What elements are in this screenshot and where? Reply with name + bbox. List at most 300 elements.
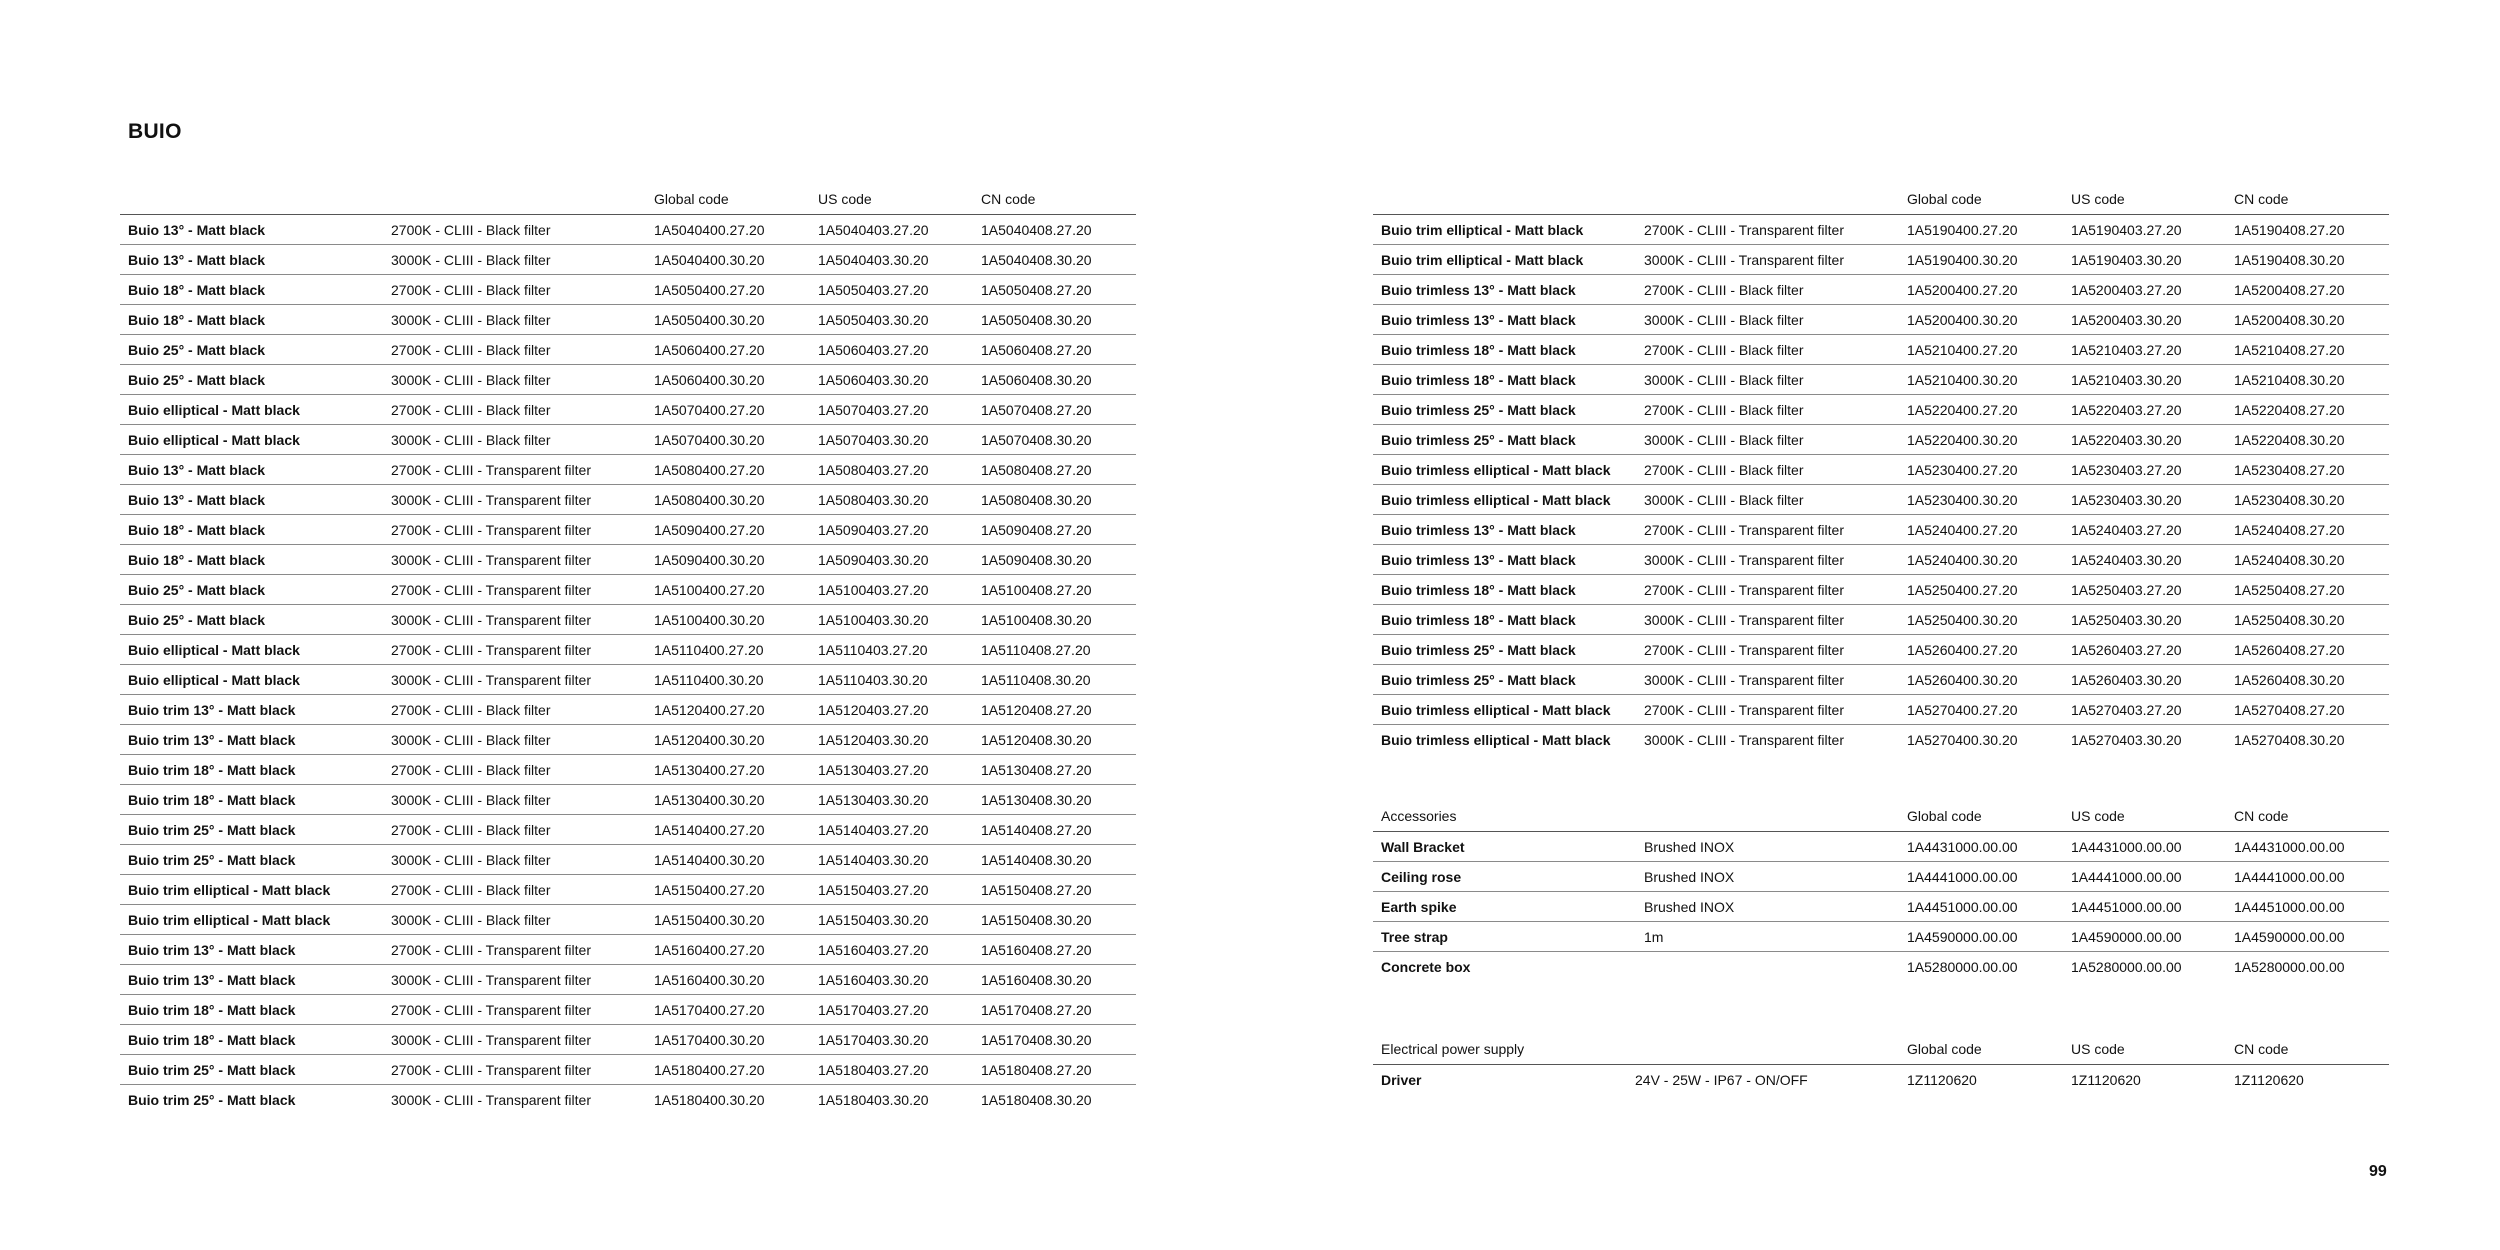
cell-variant: 3000K - CLIII - Black filter [1644, 372, 1804, 388]
header-us-code: US code [818, 191, 872, 207]
cell-global-code: 1A5140400.27.20 [654, 822, 765, 838]
cell-cn-code: 1A5040408.30.20 [981, 252, 1092, 268]
cell-cn-code: 1A5070408.30.20 [981, 432, 1092, 448]
cell-cn-code: 1A5230408.27.20 [2234, 462, 2345, 478]
cell-name: Buio 13° - Matt black [128, 252, 266, 268]
cell-us-code: 1A5220403.30.20 [2071, 432, 2182, 448]
table-row [120, 935, 1136, 965]
cell-name: Buio trim 13° - Matt black [128, 732, 296, 748]
cell-us-code: 1A5200403.30.20 [2071, 312, 2182, 328]
cell-cn-code: 1A5050408.27.20 [981, 282, 1092, 298]
cell-variant: Brushed INOX [1644, 899, 1735, 915]
cell-name: Buio trim elliptical - Matt black [128, 882, 331, 898]
page-number: 99 [2369, 1163, 2387, 1180]
cell-variant: 3000K - CLIII - Transparent filter [1644, 732, 1844, 748]
cell-us-code: 1A5060403.27.20 [818, 342, 929, 358]
cell-global-code: 1A5270400.30.20 [1907, 732, 2018, 748]
table-row [120, 455, 1136, 485]
cell-variant: 3000K - CLIII - Transparent filter [391, 612, 591, 628]
cell-us-code: 1A5230403.27.20 [2071, 462, 2182, 478]
cell-global-code: 1A5240400.27.20 [1907, 522, 2018, 538]
cell-variant: 3000K - CLIII - Black filter [391, 732, 551, 748]
cell-us-code: 1A5150403.27.20 [818, 882, 929, 898]
table-row [120, 1025, 1136, 1055]
table-row [1373, 275, 2389, 305]
header-cn-code: CN code [2234, 1041, 2289, 1057]
table-row [120, 335, 1136, 365]
cell-us-code: 1A5250403.30.20 [2071, 612, 2182, 628]
cell-name: Buio trim 13° - Matt black [128, 702, 296, 718]
cell-global-code: 1A5180400.30.20 [654, 1092, 765, 1108]
cell-us-code: 1A5190403.27.20 [2071, 222, 2182, 238]
cell-name: Buio 13° - Matt black [128, 492, 266, 508]
cell-cn-code: 1A5070408.27.20 [981, 402, 1092, 418]
table-row [120, 905, 1136, 935]
cell-cn-code: 1A5130408.27.20 [981, 762, 1092, 778]
cell-name: Tree strap [1381, 929, 1448, 945]
cell-us-code: 1A5040403.27.20 [818, 222, 929, 238]
cell-name: Buio trim 25° - Matt black [128, 822, 296, 838]
cell-global-code: 1A4590000.00.00 [1907, 929, 2018, 945]
cell-cn-code: 1A5180408.30.20 [981, 1092, 1092, 1108]
cell-name: Buio 18° - Matt black [128, 522, 266, 538]
cell-cn-code: 1A5240408.27.20 [2234, 522, 2345, 538]
header-global-code: Global code [1907, 191, 1982, 207]
table-row [1373, 425, 2389, 455]
cell-global-code: 1A5280000.00.00 [1907, 959, 2018, 975]
cell-cn-code: 1A5160408.27.20 [981, 942, 1092, 958]
cell-variant: 2700K - CLIII - Transparent filter [1644, 222, 1844, 238]
cell-name: Buio trimless elliptical - Matt black [1381, 492, 1611, 508]
header-cn-code: CN code [2234, 191, 2289, 207]
power-supply-table [1373, 1033, 2389, 1094]
table-row [120, 605, 1136, 635]
cell-name: Buio trim 13° - Matt black [128, 942, 296, 958]
cell-name: Buio trim 25° - Matt black [128, 1062, 296, 1078]
cell-name: Buio trim 25° - Matt black [128, 852, 296, 868]
table-row [120, 635, 1136, 665]
cell-global-code: 1A4451000.00.00 [1907, 899, 2018, 915]
cell-global-code: 1A5070400.27.20 [654, 402, 765, 418]
cell-cn-code: 1A5180408.27.20 [981, 1062, 1092, 1078]
table-header [1373, 183, 2389, 215]
cell-cn-code: 1Z1120620 [2234, 1072, 2304, 1088]
cell-name: Buio elliptical - Matt black [128, 672, 300, 688]
cell-variant: Brushed INOX [1644, 839, 1735, 855]
table-row [1373, 725, 2389, 754]
cell-global-code: 1A5080400.27.20 [654, 462, 765, 478]
cell-variant: 24V - 25W - IP67 - ON/OFF [1635, 1072, 1808, 1088]
cell-name: Driver [1381, 1072, 1422, 1088]
cell-global-code: 1A5240400.30.20 [1907, 552, 2018, 568]
cell-variant: Brushed INOX [1644, 869, 1735, 885]
cell-variant: 2700K - CLIII - Transparent filter [391, 642, 591, 658]
cell-cn-code: 1A5120408.27.20 [981, 702, 1092, 718]
table-row [1373, 952, 2389, 981]
cell-cn-code: 1A5120408.30.20 [981, 732, 1092, 748]
table-row [1373, 365, 2389, 395]
table-row [120, 755, 1136, 785]
cell-variant: 3000K - CLIII - Black filter [391, 372, 551, 388]
cell-global-code: 1A5250400.27.20 [1907, 582, 2018, 598]
cell-global-code: 1A5060400.27.20 [654, 342, 765, 358]
table-row [120, 815, 1136, 845]
cell-global-code: 1A5040400.27.20 [654, 222, 765, 238]
cell-variant: 3000K - CLIII - Transparent filter [391, 672, 591, 688]
cell-us-code: 1A5170403.30.20 [818, 1032, 929, 1048]
cell-global-code: 1A5270400.27.20 [1907, 702, 2018, 718]
table-row [1373, 695, 2389, 725]
cell-us-code: 1A5180403.30.20 [818, 1092, 929, 1108]
cell-global-code: 1A5200400.27.20 [1907, 282, 2018, 298]
cell-global-code: 1A5050400.27.20 [654, 282, 765, 298]
cell-global-code: 1A5230400.30.20 [1907, 492, 2018, 508]
cell-us-code: 1A5240403.27.20 [2071, 522, 2182, 538]
cell-us-code: 1A5230403.30.20 [2071, 492, 2182, 508]
cell-global-code: 1A5220400.27.20 [1907, 402, 2018, 418]
cell-name: Buio 13° - Matt black [128, 462, 266, 478]
cell-cn-code: 1A5190408.27.20 [2234, 222, 2345, 238]
cell-name: Buio trim 25° - Matt black [128, 1092, 296, 1108]
table-row [120, 485, 1136, 515]
cell-us-code: 1A5120403.27.20 [818, 702, 929, 718]
table-row [1373, 485, 2389, 515]
cell-name: Buio trim 18° - Matt black [128, 792, 296, 808]
header-us-code: US code [2071, 808, 2125, 824]
table-header [120, 183, 1136, 215]
cell-name: Buio trimless 13° - Matt black [1381, 522, 1576, 538]
cell-variant: 3000K - CLIII - Transparent filter [1644, 252, 1844, 268]
cell-us-code: 1A5140403.30.20 [818, 852, 929, 868]
table-row [120, 995, 1136, 1025]
cell-name: Concrete box [1381, 959, 1471, 975]
cell-name: Buio 25° - Matt black [128, 612, 266, 628]
cell-cn-code: 1A5100408.30.20 [981, 612, 1092, 628]
cell-us-code: 1A5130403.27.20 [818, 762, 929, 778]
cell-variant: 2700K - CLIII - Black filter [1644, 282, 1804, 298]
table-row [1373, 305, 2389, 335]
cell-cn-code: 1A4451000.00.00 [2234, 899, 2345, 915]
cell-name: Wall Bracket [1381, 839, 1465, 855]
cell-name: Buio trim 18° - Matt black [128, 1032, 296, 1048]
cell-us-code: 1A5110403.30.20 [818, 672, 928, 688]
cell-cn-code: 1A5260408.30.20 [2234, 672, 2345, 688]
cell-variant: 3000K - CLIII - Transparent filter [1644, 552, 1844, 568]
table-row [120, 875, 1136, 905]
cell-name: Buio trimless 18° - Matt black [1381, 582, 1576, 598]
table-row [120, 395, 1136, 425]
cell-variant: 2700K - CLIII - Transparent filter [391, 1002, 591, 1018]
cell-name: Buio trim 18° - Matt black [128, 762, 296, 778]
cell-name: Buio trimless elliptical - Matt black [1381, 702, 1611, 718]
cell-us-code: 1A5270403.30.20 [2071, 732, 2182, 748]
cell-variant: 2700K - CLIII - Transparent filter [1644, 582, 1844, 598]
cell-global-code: 1A5150400.30.20 [654, 912, 765, 928]
cell-variant: 3000K - CLIII - Black filter [1644, 492, 1804, 508]
table-row [120, 695, 1136, 725]
header-global-code: Global code [1907, 1041, 1982, 1057]
cell-cn-code: 1A5170408.27.20 [981, 1002, 1092, 1018]
table-row [120, 1055, 1136, 1085]
cell-global-code: 1A5060400.30.20 [654, 372, 765, 388]
cell-us-code: 1A5250403.27.20 [2071, 582, 2182, 598]
cell-cn-code: 1A5260408.27.20 [2234, 642, 2345, 658]
header-name: Electrical power supply [1381, 1041, 1525, 1057]
cell-variant: 2700K - CLIII - Black filter [1644, 462, 1804, 478]
cell-us-code: 1A5060403.30.20 [818, 372, 929, 388]
cell-us-code: 1A5260403.30.20 [2071, 672, 2182, 688]
table-row [120, 1085, 1136, 1114]
cell-cn-code: 1A5280000.00.00 [2234, 959, 2345, 975]
cell-us-code: 1A5070403.30.20 [818, 432, 929, 448]
cell-variant: 2700K - CLIII - Black filter [391, 282, 551, 298]
cell-us-code: 1A5100403.27.20 [818, 582, 929, 598]
table-row [1373, 862, 2389, 892]
cell-variant: 2700K - CLIII - Transparent filter [1644, 522, 1844, 538]
cell-variant: 2700K - CLIII - Transparent filter [391, 942, 591, 958]
header-global-code: Global code [1907, 808, 1982, 824]
table-row [120, 365, 1136, 395]
cell-global-code: 1A5130400.30.20 [654, 792, 765, 808]
table-row [1373, 455, 2389, 485]
cell-us-code: 1Z1120620 [2071, 1072, 2141, 1088]
cell-cn-code: 1A5250408.27.20 [2234, 582, 2345, 598]
table-row [120, 575, 1136, 605]
cell-cn-code: 1A5220408.30.20 [2234, 432, 2345, 448]
cell-global-code: 1A5210400.27.20 [1907, 342, 2018, 358]
table-row [1373, 575, 2389, 605]
cell-name: Buio trimless 25° - Matt black [1381, 402, 1576, 418]
cell-cn-code: 1A5240408.30.20 [2234, 552, 2345, 568]
table-row [1373, 245, 2389, 275]
product-table-left [120, 183, 1136, 1114]
cell-global-code: 1A5140400.30.20 [654, 852, 765, 868]
cell-cn-code: 1A5210408.27.20 [2234, 342, 2345, 358]
cell-us-code: 1A5280000.00.00 [2071, 959, 2182, 975]
page-title: BUIO [128, 120, 182, 143]
cell-global-code: 1A5050400.30.20 [654, 312, 765, 328]
cell-cn-code: 1A5090408.30.20 [981, 552, 1092, 568]
cell-variant: 3000K - CLIII - Black filter [391, 312, 551, 328]
table-row [120, 545, 1136, 575]
cell-us-code: 1A5040403.30.20 [818, 252, 929, 268]
cell-cn-code: 1A5150408.30.20 [981, 912, 1092, 928]
cell-name: Buio trimless 18° - Matt black [1381, 612, 1576, 628]
table-header [1373, 800, 2389, 832]
cell-variant: 2700K - CLIII - Transparent filter [391, 522, 591, 538]
cell-variant: 3000K - CLIII - Black filter [391, 792, 551, 808]
cell-variant: 3000K - CLIII - Black filter [1644, 312, 1804, 328]
table-row [120, 785, 1136, 815]
cell-name: Buio trim 18° - Matt black [128, 1002, 296, 1018]
cell-name: Buio elliptical - Matt black [128, 432, 300, 448]
cell-cn-code: 1A5140408.27.20 [981, 822, 1092, 838]
cell-name: Buio trimless 25° - Matt black [1381, 642, 1576, 658]
cell-us-code: 1A5050403.27.20 [818, 282, 929, 298]
cell-variant: 2700K - CLIII - Black filter [391, 702, 551, 718]
table-header [1373, 1033, 2389, 1065]
cell-cn-code: 1A5110408.27.20 [981, 642, 1091, 658]
cell-variant: 2700K - CLIII - Black filter [391, 822, 551, 838]
table-row [1373, 892, 2389, 922]
cell-us-code: 1A5180403.27.20 [818, 1062, 929, 1078]
cell-us-code: 1A5150403.30.20 [818, 912, 929, 928]
cell-us-code: 1A5170403.27.20 [818, 1002, 929, 1018]
cell-cn-code: 1A5220408.27.20 [2234, 402, 2345, 418]
cell-name: Buio 25° - Matt black [128, 372, 266, 388]
cell-variant: 3000K - CLIII - Transparent filter [1644, 672, 1844, 688]
cell-variant: 3000K - CLIII - Black filter [1644, 432, 1804, 448]
cell-variant: 2700K - CLIII - Transparent filter [1644, 642, 1844, 658]
cell-global-code: 1A5120400.27.20 [654, 702, 765, 718]
cell-variant: 2700K - CLIII - Black filter [1644, 342, 1804, 358]
cell-variant: 2700K - CLIII - Transparent filter [391, 462, 591, 478]
cell-us-code: 1A4451000.00.00 [2071, 899, 2182, 915]
cell-variant: 3000K - CLIII - Transparent filter [391, 552, 591, 568]
cell-variant: 3000K - CLIII - Transparent filter [1644, 612, 1844, 628]
table-row [120, 245, 1136, 275]
cell-cn-code: 1A5270408.27.20 [2234, 702, 2345, 718]
cell-name: Buio trim elliptical - Matt black [1381, 222, 1584, 238]
cell-us-code: 1A5200403.27.20 [2071, 282, 2182, 298]
header-us-code: US code [2071, 191, 2125, 207]
table-row [1373, 545, 2389, 575]
cell-us-code: 1A5090403.27.20 [818, 522, 929, 538]
cell-variant: 1m [1644, 929, 1664, 945]
cell-global-code: 1A5080400.30.20 [654, 492, 765, 508]
header-global-code: Global code [654, 191, 729, 207]
cell-name: Buio 18° - Matt black [128, 312, 266, 328]
cell-variant: 3000K - CLIII - Black filter [391, 852, 551, 868]
cell-us-code: 1A5100403.30.20 [818, 612, 929, 628]
cell-cn-code: 1A5210408.30.20 [2234, 372, 2345, 388]
cell-global-code: 1A5040400.30.20 [654, 252, 765, 268]
header-cn-code: CN code [2234, 808, 2289, 824]
cell-name: Earth spike [1381, 899, 1457, 915]
cell-variant: 3000K - CLIII - Black filter [391, 432, 551, 448]
table-row [1373, 832, 2389, 862]
cell-variant: 3000K - CLIII - Transparent filter [391, 1092, 591, 1108]
cell-cn-code: 1A5230408.30.20 [2234, 492, 2345, 508]
cell-global-code: 1A5200400.30.20 [1907, 312, 2018, 328]
cell-us-code: 1A5270403.27.20 [2071, 702, 2182, 718]
cell-name: Buio trimless 18° - Matt black [1381, 372, 1576, 388]
cell-global-code: 1A5220400.30.20 [1907, 432, 2018, 448]
cell-variant: 2700K - CLIII - Transparent filter [391, 1062, 591, 1078]
cell-name: Buio elliptical - Matt black [128, 642, 300, 658]
cell-cn-code: 1A5040408.27.20 [981, 222, 1092, 238]
cell-global-code: 1A5070400.30.20 [654, 432, 765, 448]
cell-global-code: 1A5150400.27.20 [654, 882, 765, 898]
cell-cn-code: 1A5190408.30.20 [2234, 252, 2345, 268]
cell-us-code: 1A5210403.30.20 [2071, 372, 2182, 388]
cell-us-code: 1A5080403.27.20 [818, 462, 929, 478]
header-cn-code: CN code [981, 191, 1036, 207]
cell-name: Buio 18° - Matt black [128, 282, 266, 298]
cell-global-code: 1A5160400.30.20 [654, 972, 765, 988]
table-row [120, 275, 1136, 305]
table-row [120, 215, 1136, 245]
cell-variant: 3000K - CLIII - Transparent filter [391, 972, 591, 988]
table-row [1373, 665, 2389, 695]
cell-cn-code: 1A5090408.27.20 [981, 522, 1092, 538]
table-row [120, 665, 1136, 695]
cell-cn-code: 1A5170408.30.20 [981, 1032, 1092, 1048]
cell-name: Buio trimless 25° - Matt black [1381, 432, 1576, 448]
cell-variant: 2700K - CLIII - Black filter [391, 882, 551, 898]
cell-global-code: 1A5230400.27.20 [1907, 462, 2018, 478]
cell-variant: 2700K - CLIII - Black filter [391, 402, 551, 418]
table-row [1373, 515, 2389, 545]
cell-us-code: 1A5160403.27.20 [818, 942, 929, 958]
cell-name: Buio trimless elliptical - Matt black [1381, 462, 1611, 478]
cell-global-code: 1A5170400.27.20 [654, 1002, 765, 1018]
cell-variant: 2700K - CLIII - Black filter [391, 762, 551, 778]
cell-global-code: 1A4441000.00.00 [1907, 869, 2018, 885]
cell-us-code: 1A5120403.30.20 [818, 732, 929, 748]
cell-us-code: 1A5070403.27.20 [818, 402, 929, 418]
cell-cn-code: 1A5270408.30.20 [2234, 732, 2345, 748]
cell-global-code: 1A5190400.30.20 [1907, 252, 2018, 268]
cell-variant: 2700K - CLIII - Transparent filter [1644, 702, 1844, 718]
cell-name: Buio 13° - Matt black [128, 222, 266, 238]
cell-cn-code: 1A5160408.30.20 [981, 972, 1092, 988]
cell-us-code: 1A4431000.00.00 [2071, 839, 2182, 855]
cell-us-code: 1A5210403.27.20 [2071, 342, 2182, 358]
cell-us-code: 1A5220403.27.20 [2071, 402, 2182, 418]
table-row [1373, 335, 2389, 365]
cell-name: Buio trimless 13° - Matt black [1381, 312, 1576, 328]
table-row [1373, 395, 2389, 425]
cell-name: Buio trim 13° - Matt black [128, 972, 296, 988]
cell-us-code: 1A5260403.27.20 [2071, 642, 2182, 658]
cell-global-code: 1A5210400.30.20 [1907, 372, 2018, 388]
cell-us-code: 1A5080403.30.20 [818, 492, 929, 508]
cell-name: Buio trim elliptical - Matt black [128, 912, 331, 928]
cell-cn-code: 1A5140408.30.20 [981, 852, 1092, 868]
cell-global-code: 1A5100400.30.20 [654, 612, 765, 628]
cell-name: Ceiling rose [1381, 869, 1462, 885]
table-row [120, 845, 1136, 875]
cell-cn-code: 1A5200408.27.20 [2234, 282, 2345, 298]
cell-name: Buio 18° - Matt black [128, 552, 266, 568]
cell-global-code: 1A5100400.27.20 [654, 582, 765, 598]
cell-us-code: 1A5160403.30.20 [818, 972, 929, 988]
cell-global-code: 1A5090400.27.20 [654, 522, 765, 538]
cell-name: Buio trimless 25° - Matt black [1381, 672, 1576, 688]
cell-us-code: 1A5050403.30.20 [818, 312, 929, 328]
cell-global-code: 1A5090400.30.20 [654, 552, 765, 568]
cell-cn-code: 1A5250408.30.20 [2234, 612, 2345, 628]
cell-name: Buio trimless elliptical - Matt black [1381, 732, 1611, 748]
cell-name: Buio 25° - Matt black [128, 582, 266, 598]
cell-global-code: 1A5110400.27.20 [654, 642, 764, 658]
cell-variant: 3000K - CLIII - Black filter [391, 912, 551, 928]
table-row [120, 515, 1136, 545]
cell-us-code: 1A4590000.00.00 [2071, 929, 2182, 945]
cell-cn-code: 1A5050408.30.20 [981, 312, 1092, 328]
cell-cn-code: 1A4431000.00.00 [2234, 839, 2345, 855]
cell-cn-code: 1A5080408.30.20 [981, 492, 1092, 508]
cell-cn-code: 1A5130408.30.20 [981, 792, 1092, 808]
cell-global-code: 1A5120400.30.20 [654, 732, 765, 748]
table-row [1373, 215, 2389, 245]
cell-cn-code: 1A5150408.27.20 [981, 882, 1092, 898]
cell-variant: 3000K - CLIII - Transparent filter [391, 492, 591, 508]
table-row [1373, 1065, 2389, 1094]
cell-us-code: 1A5240403.30.20 [2071, 552, 2182, 568]
cell-cn-code: 1A5200408.30.20 [2234, 312, 2345, 328]
